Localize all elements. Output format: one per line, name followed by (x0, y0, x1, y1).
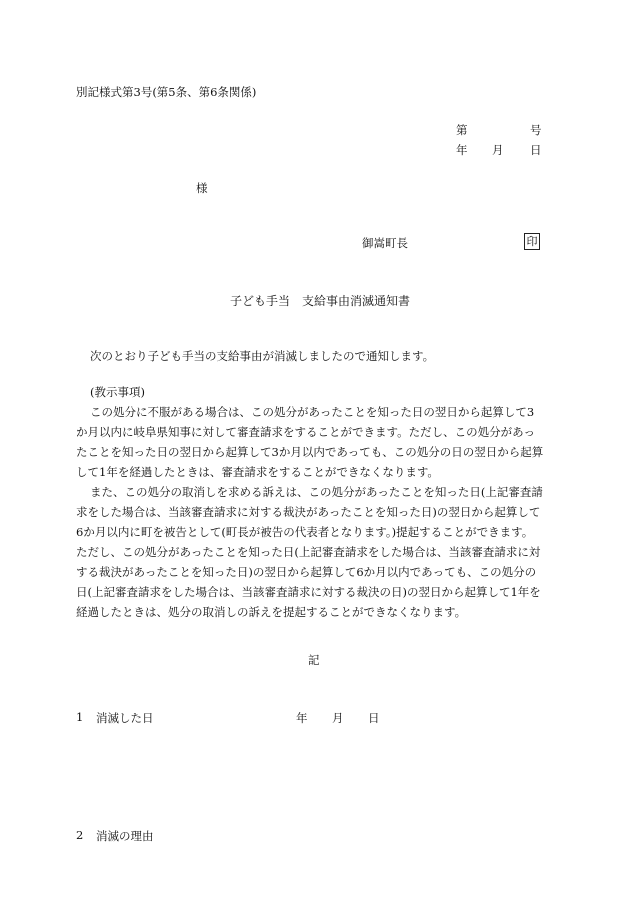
instruction-line: この処分に不服がある場合は、この処分があったことを知った日の翌日から起算して3 (90, 405, 535, 419)
instruction-block (76, 382, 554, 622)
item-1-number: 1 (76, 710, 84, 724)
notice-text: 次のとおり子ども手当の支給事由が消滅しましたので通知します。 (90, 349, 435, 363)
item-1-year: 年 (296, 711, 308, 725)
instruction-line: か月以内に岐阜県知事に対して審査請求をすることができます。ただし、この処分があっ (76, 425, 535, 439)
document-title: 子ども手当 支給事由消滅通知書 (230, 294, 411, 308)
instruction-heading: (教示事項) (90, 385, 145, 399)
item-1-label: 消滅した日 (96, 711, 154, 725)
instruction-line: 日(上記審査請求をした場合は、当該審査請求に対する裁決の日)の翌日から起算して1年を (76, 585, 541, 599)
seal-icon: 印 (524, 233, 540, 250)
date-year: 年 (456, 143, 468, 157)
addressee-suffix: 様 (196, 181, 208, 195)
instruction-line: また、この処分の取消しを求める訴えは、この処分があったことを知った日(上記審査請 (90, 485, 543, 499)
seal-mark (524, 233, 540, 250)
item-2-number: 2 (76, 828, 84, 842)
ki-marker: 記 (308, 653, 320, 667)
issuer-name: 御嵩町長 (362, 236, 408, 250)
instruction-line: して1年を経過したときは、審査請求をすることができなくなります。 (76, 465, 439, 479)
number-prefix: 第 (456, 123, 468, 137)
item-2-label: 消滅の理由 (96, 829, 154, 843)
item-1-day: 日 (368, 711, 380, 725)
item-1-month: 月 (332, 711, 344, 725)
form-label: 別記様式第3号(第5条、第6条関係) (76, 85, 257, 99)
instruction-line: 6か月以内に町を被告として(町長が被告の代表者となります。)提起することができます。 (76, 525, 534, 539)
instruction-line: ただし、この処分があったことを知った日(上記審査請求をした場合は、当該審査請求に対 (76, 545, 541, 559)
date-day: 日 (530, 143, 542, 157)
number-suffix: 号 (530, 123, 542, 137)
instruction-line: する裁決があったことを知った日)の翌日から起算して6か月以内であっても、この処分の (76, 565, 537, 579)
date-month: 月 (492, 143, 504, 157)
instruction-line: 経過したときは、処分の取消しの訴えを提起することができなくなります。 (76, 605, 467, 619)
instruction-line: たことを知った日の翌日から起算して3か月以内であっても、この処分の日の翌日から起算 (76, 445, 544, 459)
instruction-line: 求をした場合は、当該審査請求に対する裁決があったことを知った日)の翌日から起算して (76, 505, 541, 519)
